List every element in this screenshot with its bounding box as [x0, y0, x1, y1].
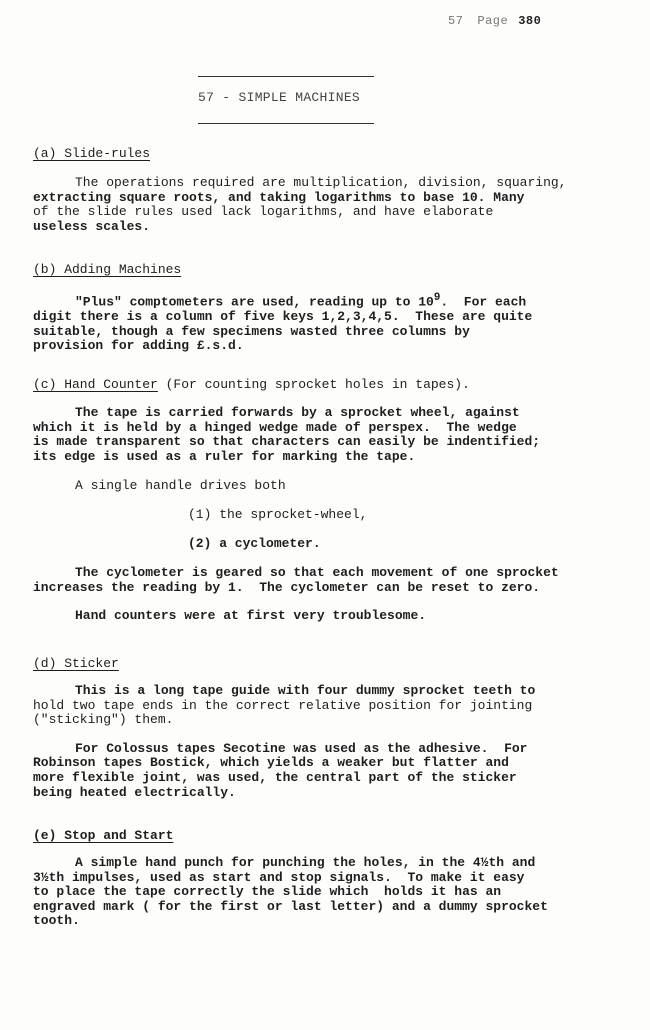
doc-ref: 57 — [448, 14, 464, 28]
superscript: 9 — [433, 292, 441, 304]
body-line: This is a long tape guide with four dummy sprocket teeth to — [75, 683, 536, 698]
title-rule-top — [198, 76, 374, 77]
body-line: The operations required are multiplication, division, squaring, — [75, 175, 567, 190]
body-line: to place the tape correctly the slide which holds it has an — [33, 884, 502, 900]
section-adding-machines — [33, 262, 633, 354]
body-line: The tape is carried forwards by a sprocket wheel, against — [75, 405, 520, 420]
body-line: tooth. — [33, 913, 80, 929]
section-heading: (b) Adding Machines — [33, 262, 182, 277]
body-line: "Plus" comptometers are used, reading up to $10^9$. For each — [75, 292, 527, 310]
body-line: being heated electrically. — [33, 784, 236, 800]
body-line: A single handle drives both — [75, 478, 286, 494]
page-label: Page — [477, 14, 509, 28]
title-rule-bottom — [198, 123, 374, 124]
body-line: increases the reading by 1. The cyclometer can be reset to zero. — [33, 579, 541, 595]
title-block — [198, 76, 378, 124]
body-line: digit there is a column of five keys 1,2,3,4,5. These are quite — [33, 308, 533, 324]
section-body — [33, 291, 633, 354]
section-hand-counter — [33, 377, 633, 624]
body-line: 3½th impulses, used as start and stop signals. To make it easy — [33, 869, 525, 885]
body-line: useless scales. — [33, 218, 151, 234]
body-line: of the slide rules used lack logarithms, and have elaborate — [33, 204, 494, 220]
section-heading: (c) Hand Counter (For counting sprocket holes in tapes). — [33, 377, 470, 392]
body-line: A simple hand punch for punching the holes, in the 4½th and — [75, 855, 536, 870]
body-line: extracting square roots, and taking logarithms to base 10. Many — [33, 189, 525, 205]
list-item: (1) the sprocket-wheel, — [188, 506, 368, 522]
section-heading: (d) Sticker — [33, 656, 119, 671]
section-sticker — [33, 656, 633, 800]
section-heading: (e) Stop and Start — [33, 828, 174, 843]
section-body — [33, 684, 633, 800]
list-item: (2) a cyclometer. — [188, 535, 321, 551]
body-line: hold two tape ends in the correct relative position for jointing — [33, 697, 533, 713]
section-body — [33, 176, 633, 234]
body-line: Hand counters were at first very troublesome. — [75, 608, 427, 624]
section-heading: (a) Slide-rules — [33, 146, 151, 161]
body-line: is made transparent so that characters can easily be indentified; — [33, 434, 541, 450]
body-line: Robinson tapes Bostick, which yields a weaker but flatter and — [33, 755, 509, 771]
body-line: For Colossus tapes Secotine was used as the adhesive. For — [75, 740, 528, 756]
page-title: 57 - SIMPLE MACHINES — [198, 90, 361, 105]
section-stop-and-start — [33, 828, 633, 929]
section-body — [33, 406, 633, 624]
body-line: its edge is used as a ruler for marking the tape. — [33, 448, 416, 464]
body-line: suitable, though a few specimens wasted three columns by — [33, 323, 470, 339]
page-header — [448, 14, 541, 28]
body-line: provision for adding £.s.d. — [33, 338, 244, 354]
body-line: ("sticking") them. — [33, 712, 174, 728]
section-body — [33, 856, 633, 929]
page-number: 380 — [518, 14, 542, 28]
section-slide-rules — [33, 146, 633, 234]
body-line: which it is held by a hinged wedge made of perspex. The wedge — [33, 419, 517, 435]
body-line: engraved mark ( for the first or last letter) and a dummy sprocket — [33, 898, 548, 914]
body-line: The cyclometer is geared so that each movement of one sprocket — [75, 565, 559, 581]
body-line: more flexible joint, was used, the central part of the sticker — [33, 769, 517, 785]
